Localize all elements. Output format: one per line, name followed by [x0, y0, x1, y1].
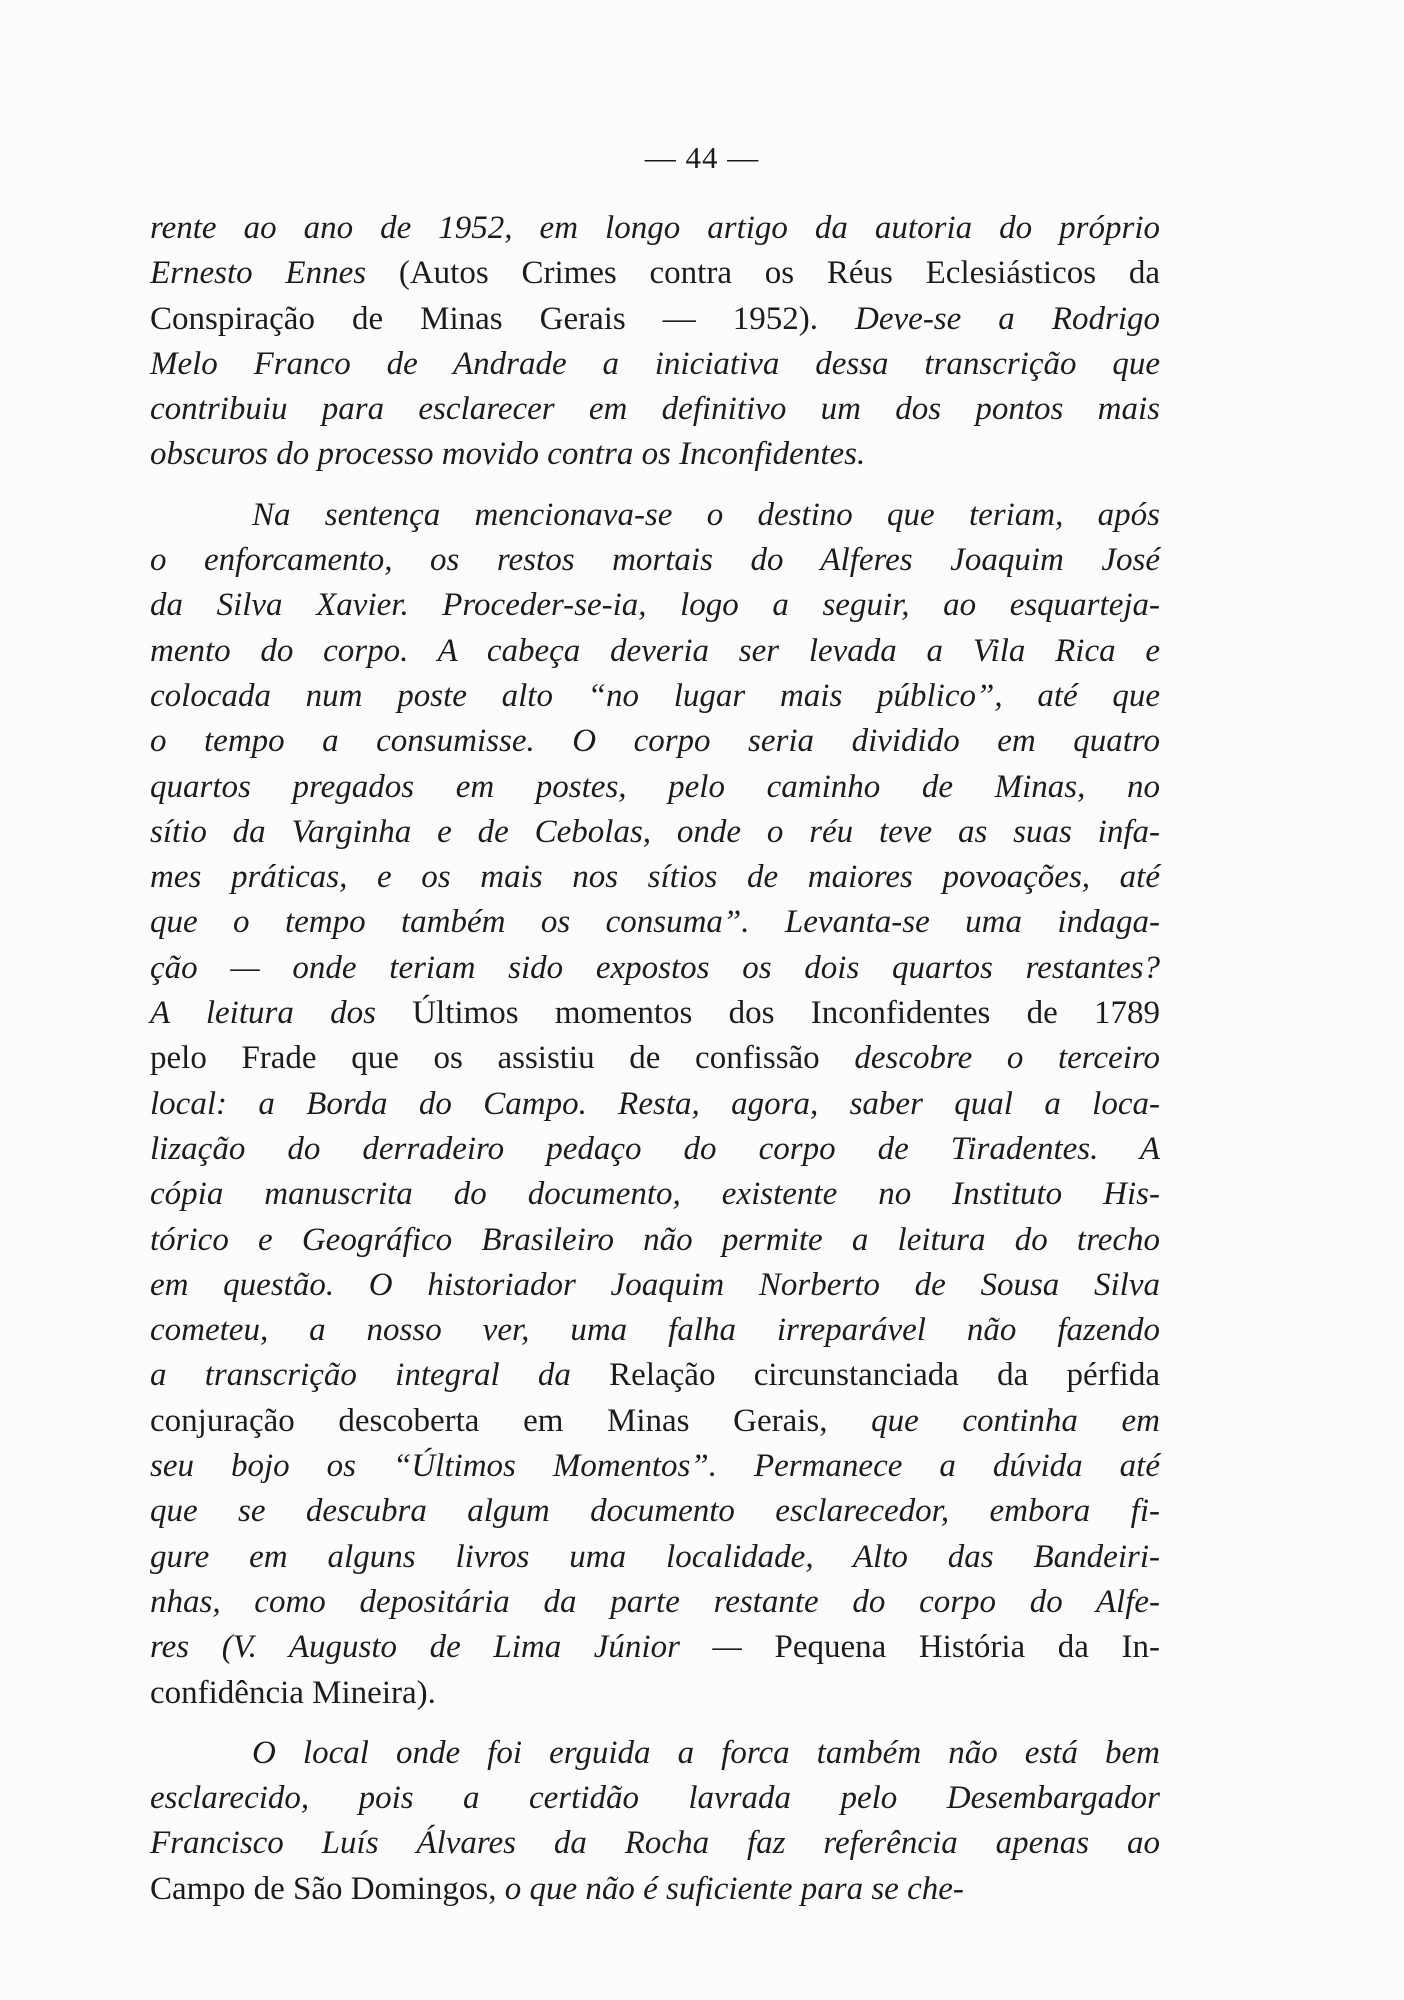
italic-text: o tempo a consumisse. O corpo seria dividido em quatro	[150, 723, 1160, 760]
text-line	[150, 1308, 1160, 1353]
text-line	[150, 900, 1160, 945]
text-line	[150, 1731, 1160, 1776]
roman-text: (Autos Crimes contra os Réus Eclesiásticos da	[366, 255, 1160, 292]
text-line	[150, 1218, 1160, 1263]
text-line	[150, 1580, 1160, 1625]
paragraph	[150, 206, 1160, 478]
text-line	[150, 1671, 1160, 1716]
paragraph	[150, 493, 1160, 1716]
paragraph-gap	[150, 478, 1160, 493]
roman-text: Conspiração de Minas Gerais — 1952).	[150, 300, 856, 337]
italic-text: Melo Franco de Andrade a iniciativa dessa transcrição que	[150, 345, 1160, 382]
italic-text: ção — onde teriam sido expostos os dois quartos restantes?	[150, 949, 1160, 986]
roman-text: pelo Frade que os assistiu de confissão	[150, 1040, 855, 1077]
roman-text: Relação circunstanciada da pérfida	[609, 1357, 1161, 1394]
text-line	[150, 629, 1160, 674]
text-line	[150, 1127, 1160, 1172]
text-line	[150, 1399, 1160, 1444]
text-line	[150, 674, 1160, 719]
text-line	[150, 1353, 1160, 1398]
text-line	[150, 991, 1160, 1036]
text-line	[150, 810, 1160, 855]
italic-text: Deve-se a Rodrigo	[855, 300, 1160, 337]
text-line	[150, 1263, 1160, 1308]
italic-text: a transcrição integral da	[150, 1357, 610, 1394]
page-number: — 44 —	[644, 140, 760, 175]
italic-text: tórico e Geográfico Brasileiro não permite a leitura do trecho	[150, 1221, 1160, 1258]
italic-text: esclarecido, pois a certidão lavrada pelo Desembargador	[150, 1780, 1160, 1817]
text-line	[150, 1821, 1160, 1866]
text-line	[150, 583, 1160, 628]
italic-text: A leitura dos	[150, 995, 413, 1032]
italic-text: sítio da Varginha e de Cebolas, onde o réu teve as suas infa-	[150, 813, 1160, 850]
italic-text: obscuros do processo movido contra os Inconfidentes.	[150, 436, 866, 473]
text-line	[150, 1082, 1160, 1127]
text-line	[150, 855, 1160, 900]
italic-text: o que não é suficiente para se che-	[504, 1870, 964, 1907]
italic-text: mes práticas, e os mais nos sítios de maiores povoações, até	[150, 859, 1160, 896]
italic-text: lização do derradeiro pedaço do corpo de Tiradentes. A	[150, 1130, 1160, 1167]
roman-text: confidência Mineira).	[150, 1674, 436, 1711]
text-line	[150, 342, 1160, 387]
body-text	[150, 206, 1160, 1912]
text-line	[150, 206, 1160, 251]
italic-text: O local onde foi erguida a forca também não está bem	[252, 1734, 1160, 1771]
text-line	[150, 1444, 1160, 1489]
paragraph-gap	[150, 1716, 1160, 1731]
text-line	[150, 1036, 1160, 1081]
text-line	[150, 538, 1160, 583]
italic-text: que se descubra algum documento esclarecedor, embora fi-	[150, 1493, 1160, 1530]
italic-text: cometeu, a nosso ver, uma falha irreparável não fazendo	[150, 1312, 1160, 1349]
italic-text: contribuiu para esclarecer em definitivo um dos pontos mais	[150, 391, 1160, 428]
italic-text: seu bojo os “Últimos Momentos”. Permanece a dúvida até	[150, 1448, 1160, 1485]
italic-text: local: a Borda do Campo. Resta, agora, saber qual a loca-	[150, 1085, 1160, 1122]
text-line	[150, 297, 1160, 342]
italic-text: que continha em	[871, 1402, 1160, 1439]
roman-text: Pequena História da In-	[774, 1629, 1160, 1666]
text-line	[150, 1489, 1160, 1534]
italic-text: Ernesto Ennes	[150, 255, 367, 292]
italic-text: nhas, como depositária da parte restante do corpo do Alfe-	[150, 1583, 1160, 1620]
text-line	[150, 387, 1160, 432]
paragraph	[150, 1731, 1160, 1912]
text-line	[150, 1867, 1160, 1912]
italic-text: cópia manuscrita do documento, existente no Instituto His-	[150, 1176, 1160, 1213]
text-line	[150, 432, 1160, 477]
italic-text: rente ao ano de 1952, em longo artigo da autoria do próprio	[150, 210, 1160, 246]
text-line	[150, 1535, 1160, 1580]
italic-text: o enforcamento, os restos mortais do Alferes Joaquim José	[150, 542, 1160, 579]
italic-text: Na sentença mencionava-se o destino que teriam, após	[252, 496, 1160, 533]
text-line	[150, 1625, 1160, 1670]
text-line	[150, 1172, 1160, 1217]
italic-text: mento do corpo. A cabeça deveria ser levada a Vila Rica e	[150, 632, 1160, 669]
text-line	[150, 719, 1160, 764]
text-line	[150, 765, 1160, 810]
text-line	[150, 1776, 1160, 1821]
italic-text: da Silva Xavier. Proceder-se-ia, logo a seguir, ao esquarteja-	[150, 587, 1160, 624]
text-line	[150, 946, 1160, 991]
roman-text: Últimos momentos dos Inconfidentes de 1789	[412, 995, 1160, 1032]
italic-text: gure em alguns livros uma localidade, Alto das Bandeiri-	[150, 1538, 1160, 1575]
italic-text: Francisco Luís Álvares da Rocha faz referência apenas ao	[150, 1825, 1160, 1862]
italic-text: colocada num poste alto “no lugar mais público”, até que	[150, 677, 1160, 714]
text-line	[150, 251, 1160, 296]
italic-text: quartos pregados em postes, pelo caminho de Minas, no	[150, 768, 1160, 805]
italic-text: em questão. O historiador Joaquim Norberto de Sousa Silva	[150, 1266, 1160, 1303]
roman-text: conjuração descoberta em Minas Gerais,	[150, 1402, 872, 1439]
italic-text: res (V. Augusto de Lima Júnior —	[150, 1629, 775, 1666]
italic-text: que o tempo também os consuma”. Levanta-se uma indaga-	[150, 904, 1160, 941]
italic-text: descobre o terceiro	[854, 1040, 1161, 1077]
roman-text: Campo de São Domingos,	[150, 1870, 505, 1907]
text-line	[150, 493, 1160, 538]
